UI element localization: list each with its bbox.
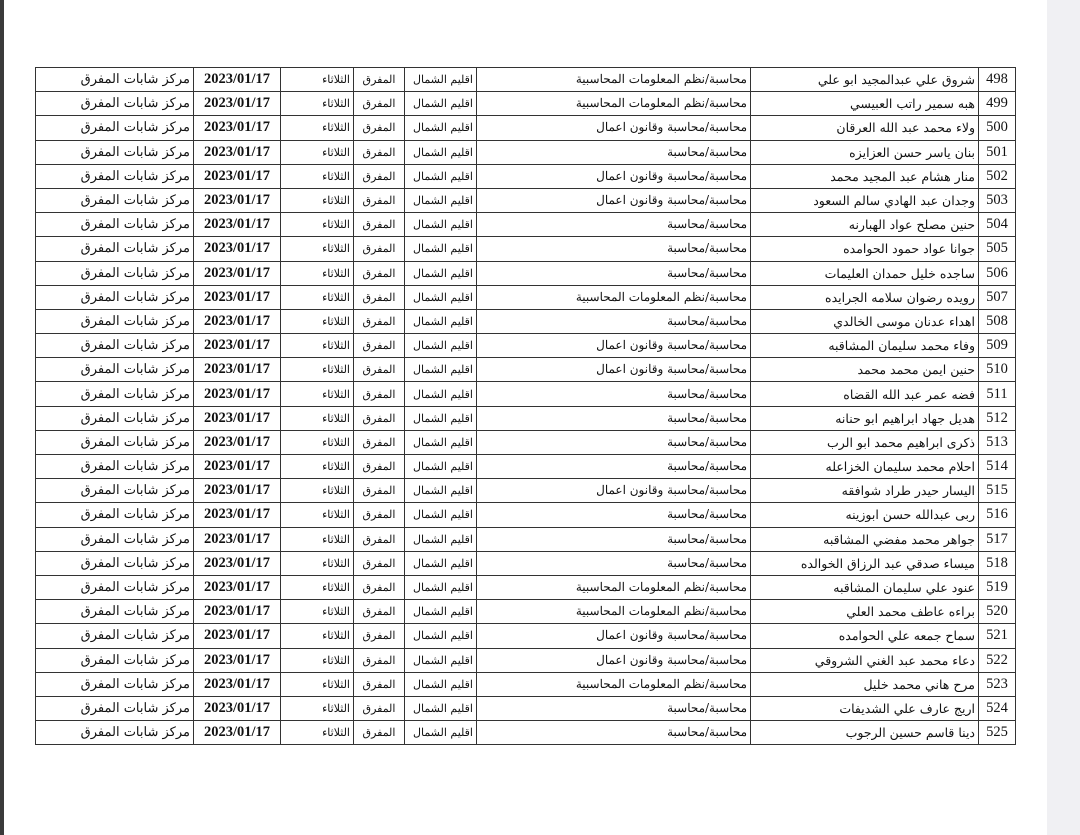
cell-student-name: وجدان عبد الهادي سالم السعود	[751, 188, 979, 212]
cell-region: اقليم الشمال	[405, 285, 477, 309]
cell-date: 2023/01/17	[194, 479, 281, 503]
cell-region: اقليم الشمال	[405, 430, 477, 454]
cell-exam-center: مركز شابات المفرق	[36, 68, 194, 92]
cell-region: اقليم الشمال	[405, 68, 477, 92]
cell-date: 2023/01/17	[194, 237, 281, 261]
cell-major: محاسبة/محاسبة	[477, 527, 751, 551]
cell-row-number: 525	[979, 721, 1016, 745]
cell-major: محاسبة/محاسبة	[477, 696, 751, 720]
cell-date: 2023/01/17	[194, 116, 281, 140]
cell-city: المفرق	[354, 334, 405, 358]
cell-region: اقليم الشمال	[405, 455, 477, 479]
cell-exam-center: مركز شابات المفرق	[36, 648, 194, 672]
table-row	[36, 188, 1016, 212]
cell-region: اقليم الشمال	[405, 406, 477, 430]
cell-exam-center: مركز شابات المفرق	[36, 406, 194, 430]
cell-city: المفرق	[354, 188, 405, 212]
cell-row-number: 511	[979, 382, 1016, 406]
cell-exam-center: مركز شابات المفرق	[36, 92, 194, 116]
cell-day: الثلاثاء	[281, 696, 354, 720]
cell-city: المفرق	[354, 672, 405, 696]
cell-exam-center: مركز شابات المفرق	[36, 261, 194, 285]
cell-exam-center: مركز شابات المفرق	[36, 600, 194, 624]
cell-region: اقليم الشمال	[405, 237, 477, 261]
cell-region: اقليم الشمال	[405, 696, 477, 720]
cell-student-name: احلام محمد سليمان الخزاعله	[751, 455, 979, 479]
cell-day: الثلاثاء	[281, 624, 354, 648]
cell-student-name: رويده رضوان سلامه الجرايده	[751, 285, 979, 309]
cell-day: الثلاثاء	[281, 575, 354, 599]
cell-day: الثلاثاء	[281, 188, 354, 212]
cell-student-name: ساجده خليل حمدان العليمات	[751, 261, 979, 285]
cell-major: محاسبة/نظم المعلومات المحاسبية	[477, 285, 751, 309]
cell-major: محاسبة/محاسبة	[477, 140, 751, 164]
cell-exam-center: مركز شابات المفرق	[36, 624, 194, 648]
cell-day: الثلاثاء	[281, 455, 354, 479]
cell-exam-center: مركز شابات المفرق	[36, 285, 194, 309]
cell-day: الثلاثاء	[281, 140, 354, 164]
cell-major: محاسبة/محاسبة وقانون اعمال	[477, 624, 751, 648]
cell-region: اقليم الشمال	[405, 479, 477, 503]
table-row	[36, 551, 1016, 575]
cell-row-number: 498	[979, 68, 1016, 92]
cell-exam-center: مركز شابات المفرق	[36, 237, 194, 261]
cell-student-name: جوانا عواد حمود الحوامده	[751, 237, 979, 261]
cell-city: المفرق	[354, 696, 405, 720]
cell-region: اقليم الشمال	[405, 575, 477, 599]
cell-date: 2023/01/17	[194, 551, 281, 575]
cell-city: المفرق	[354, 358, 405, 382]
cell-row-number: 522	[979, 648, 1016, 672]
cell-day: الثلاثاء	[281, 92, 354, 116]
cell-student-name: اريج عارف علي الشديفات	[751, 696, 979, 720]
cell-student-name: هبه سمير راتب العبيسي	[751, 92, 979, 116]
document-page	[4, 0, 1047, 835]
cell-city: المفرق	[354, 479, 405, 503]
table-row	[36, 358, 1016, 382]
cell-day: الثلاثاء	[281, 164, 354, 188]
cell-row-number: 500	[979, 116, 1016, 140]
table-row	[36, 334, 1016, 358]
cell-date: 2023/01/17	[194, 503, 281, 527]
cell-student-name: ربى عبدالله حسن ابوزينه	[751, 503, 979, 527]
cell-date: 2023/01/17	[194, 164, 281, 188]
table-row	[36, 430, 1016, 454]
cell-exam-center: مركز شابات المفرق	[36, 140, 194, 164]
cell-date: 2023/01/17	[194, 261, 281, 285]
cell-student-name: منار هشام عبد المجيد محمد	[751, 164, 979, 188]
cell-row-number: 504	[979, 213, 1016, 237]
cell-date: 2023/01/17	[194, 672, 281, 696]
cell-city: المفرق	[354, 455, 405, 479]
cell-student-name: ذكرى ابراهيم محمد ابو الرب	[751, 430, 979, 454]
cell-row-number: 515	[979, 479, 1016, 503]
cell-student-name: فضه عمر عبد الله القضاه	[751, 382, 979, 406]
table-row	[36, 285, 1016, 309]
cell-major: محاسبة/محاسبة	[477, 455, 751, 479]
cell-date: 2023/01/17	[194, 648, 281, 672]
cell-day: الثلاثاء	[281, 721, 354, 745]
cell-day: الثلاثاء	[281, 285, 354, 309]
cell-exam-center: مركز شابات المفرق	[36, 213, 194, 237]
cell-city: المفرق	[354, 285, 405, 309]
cell-region: اقليم الشمال	[405, 382, 477, 406]
cell-date: 2023/01/17	[194, 575, 281, 599]
table-row	[36, 140, 1016, 164]
cell-region: اقليم الشمال	[405, 188, 477, 212]
table-row	[36, 164, 1016, 188]
cell-student-name: عنود علي سليمان المشاقبه	[751, 575, 979, 599]
cell-day: الثلاثاء	[281, 551, 354, 575]
cell-city: المفرق	[354, 261, 405, 285]
cell-city: المفرق	[354, 527, 405, 551]
cell-city: المفرق	[354, 648, 405, 672]
cell-city: المفرق	[354, 213, 405, 237]
cell-city: المفرق	[354, 503, 405, 527]
cell-row-number: 524	[979, 696, 1016, 720]
cell-student-name: ولاء محمد عبد الله العرقان	[751, 116, 979, 140]
cell-day: الثلاثاء	[281, 527, 354, 551]
cell-region: اقليم الشمال	[405, 527, 477, 551]
cell-major: محاسبة/محاسبة وقانون اعمال	[477, 164, 751, 188]
cell-region: اقليم الشمال	[405, 309, 477, 333]
cell-student-name: وفاء محمد سليمان المشاقبه	[751, 334, 979, 358]
cell-day: الثلاثاء	[281, 68, 354, 92]
cell-city: المفرق	[354, 68, 405, 92]
cell-city: المفرق	[354, 382, 405, 406]
cell-exam-center: مركز شابات المفرق	[36, 696, 194, 720]
cell-date: 2023/01/17	[194, 68, 281, 92]
cell-row-number: 510	[979, 358, 1016, 382]
cell-row-number: 517	[979, 527, 1016, 551]
cell-city: المفرق	[354, 624, 405, 648]
cell-row-number: 499	[979, 92, 1016, 116]
cell-student-name: هديل جهاد ابراهيم ابو حنانه	[751, 406, 979, 430]
cell-date: 2023/01/17	[194, 140, 281, 164]
cell-major: محاسبة/محاسبة	[477, 261, 751, 285]
cell-city: المفرق	[354, 92, 405, 116]
exam-roster-table	[35, 67, 1016, 745]
cell-region: اقليم الشمال	[405, 261, 477, 285]
cell-exam-center: مركز شابات المفرق	[36, 164, 194, 188]
cell-date: 2023/01/17	[194, 624, 281, 648]
cell-city: المفرق	[354, 600, 405, 624]
cell-region: اقليم الشمال	[405, 140, 477, 164]
cell-city: المفرق	[354, 140, 405, 164]
cell-major: محاسبة/محاسبة	[477, 503, 751, 527]
cell-row-number: 501	[979, 140, 1016, 164]
cell-day: الثلاثاء	[281, 382, 354, 406]
cell-region: اقليم الشمال	[405, 672, 477, 696]
cell-region: اقليم الشمال	[405, 164, 477, 188]
cell-row-number: 512	[979, 406, 1016, 430]
cell-city: المفرق	[354, 406, 405, 430]
cell-region: اقليم الشمال	[405, 334, 477, 358]
table-row	[36, 261, 1016, 285]
cell-row-number: 503	[979, 188, 1016, 212]
cell-row-number: 516	[979, 503, 1016, 527]
cell-date: 2023/01/17	[194, 382, 281, 406]
table-row	[36, 672, 1016, 696]
cell-row-number: 523	[979, 672, 1016, 696]
cell-major: محاسبة/نظم المعلومات المحاسبية	[477, 68, 751, 92]
cell-row-number: 502	[979, 164, 1016, 188]
cell-city: المفرق	[354, 575, 405, 599]
cell-date: 2023/01/17	[194, 92, 281, 116]
cell-exam-center: مركز شابات المفرق	[36, 358, 194, 382]
cell-exam-center: مركز شابات المفرق	[36, 575, 194, 599]
cell-day: الثلاثاء	[281, 600, 354, 624]
cell-date: 2023/01/17	[194, 696, 281, 720]
cell-day: الثلاثاء	[281, 309, 354, 333]
cell-city: المفرق	[354, 721, 405, 745]
cell-student-name: شروق علي عبدالمجيد ابو علي	[751, 68, 979, 92]
cell-region: اقليم الشمال	[405, 624, 477, 648]
cell-exam-center: مركز شابات المفرق	[36, 503, 194, 527]
cell-city: المفرق	[354, 430, 405, 454]
table-row	[36, 479, 1016, 503]
cell-student-name: دعاء محمد عبد الغني الشروقي	[751, 648, 979, 672]
cell-region: اقليم الشمال	[405, 721, 477, 745]
cell-day: الثلاثاء	[281, 430, 354, 454]
cell-day: الثلاثاء	[281, 237, 354, 261]
cell-city: المفرق	[354, 309, 405, 333]
table-row	[36, 382, 1016, 406]
cell-day: الثلاثاء	[281, 213, 354, 237]
cell-row-number: 506	[979, 261, 1016, 285]
cell-region: اقليم الشمال	[405, 503, 477, 527]
cell-major: محاسبة/نظم المعلومات المحاسبية	[477, 672, 751, 696]
cell-major: محاسبة/محاسبة	[477, 382, 751, 406]
cell-student-name: جواهر محمد مفضي المشاقبه	[751, 527, 979, 551]
cell-exam-center: مركز شابات المفرق	[36, 334, 194, 358]
table-row	[36, 575, 1016, 599]
cell-date: 2023/01/17	[194, 527, 281, 551]
cell-row-number: 507	[979, 285, 1016, 309]
cell-date: 2023/01/17	[194, 600, 281, 624]
cell-exam-center: مركز شابات المفرق	[36, 382, 194, 406]
cell-city: المفرق	[354, 551, 405, 575]
cell-day: الثلاثاء	[281, 358, 354, 382]
table-row	[36, 309, 1016, 333]
cell-row-number: 514	[979, 455, 1016, 479]
cell-exam-center: مركز شابات المفرق	[36, 430, 194, 454]
cell-student-name: حنين ايمن محمد محمد	[751, 358, 979, 382]
cell-date: 2023/01/17	[194, 721, 281, 745]
cell-student-name: سماح جمعه علي الحوامده	[751, 624, 979, 648]
cell-major: محاسبة/محاسبة وقانون اعمال	[477, 334, 751, 358]
roster-body	[36, 68, 1016, 745]
cell-row-number: 519	[979, 575, 1016, 599]
cell-city: المفرق	[354, 237, 405, 261]
cell-student-name: دينا قاسم حسين الرجوب	[751, 721, 979, 745]
cell-exam-center: مركز شابات المفرق	[36, 527, 194, 551]
cell-row-number: 509	[979, 334, 1016, 358]
cell-region: اقليم الشمال	[405, 92, 477, 116]
cell-major: محاسبة/محاسبة وقانون اعمال	[477, 188, 751, 212]
cell-major: محاسبة/نظم المعلومات المحاسبية	[477, 575, 751, 599]
cell-row-number: 521	[979, 624, 1016, 648]
cell-date: 2023/01/17	[194, 334, 281, 358]
cell-region: اقليم الشمال	[405, 358, 477, 382]
viewer-side-panel	[1047, 0, 1080, 835]
cell-day: الثلاثاء	[281, 261, 354, 285]
table-row	[36, 600, 1016, 624]
cell-region: اقليم الشمال	[405, 600, 477, 624]
cell-student-name: بنان ياسر حسن العزايزه	[751, 140, 979, 164]
cell-date: 2023/01/17	[194, 455, 281, 479]
cell-row-number: 513	[979, 430, 1016, 454]
table-row	[36, 721, 1016, 745]
table-row	[36, 406, 1016, 430]
cell-row-number: 520	[979, 600, 1016, 624]
cell-major: محاسبة/نظم المعلومات المحاسبية	[477, 92, 751, 116]
cell-major: محاسبة/محاسبة	[477, 237, 751, 261]
cell-day: الثلاثاء	[281, 672, 354, 696]
table-row	[36, 213, 1016, 237]
cell-major: محاسبة/محاسبة وقانون اعمال	[477, 479, 751, 503]
table-row	[36, 237, 1016, 261]
cell-exam-center: مركز شابات المفرق	[36, 309, 194, 333]
cell-date: 2023/01/17	[194, 285, 281, 309]
table-row	[36, 503, 1016, 527]
cell-day: الثلاثاء	[281, 334, 354, 358]
cell-exam-center: مركز شابات المفرق	[36, 188, 194, 212]
cell-exam-center: مركز شابات المفرق	[36, 455, 194, 479]
cell-date: 2023/01/17	[194, 188, 281, 212]
cell-day: الثلاثاء	[281, 479, 354, 503]
cell-region: اقليم الشمال	[405, 551, 477, 575]
cell-major: محاسبة/محاسبة	[477, 430, 751, 454]
cell-major: محاسبة/محاسبة وقانون اعمال	[477, 358, 751, 382]
cell-student-name: ميساء صدقي عبد الرزاق الخوالده	[751, 551, 979, 575]
cell-row-number: 518	[979, 551, 1016, 575]
cell-major: محاسبة/محاسبة	[477, 213, 751, 237]
cell-major: محاسبة/نظم المعلومات المحاسبية	[477, 600, 751, 624]
cell-exam-center: مركز شابات المفرق	[36, 672, 194, 696]
cell-day: الثلاثاء	[281, 406, 354, 430]
table-row	[36, 648, 1016, 672]
cell-student-name: براءه عاطف محمد العلي	[751, 600, 979, 624]
cell-row-number: 508	[979, 309, 1016, 333]
table-row	[36, 68, 1016, 92]
cell-date: 2023/01/17	[194, 309, 281, 333]
table-row	[36, 527, 1016, 551]
cell-day: الثلاثاء	[281, 116, 354, 140]
cell-city: المفرق	[354, 164, 405, 188]
cell-region: اقليم الشمال	[405, 116, 477, 140]
cell-day: الثلاثاء	[281, 503, 354, 527]
table-row	[36, 696, 1016, 720]
cell-major: محاسبة/محاسبة وقانون اعمال	[477, 648, 751, 672]
cell-date: 2023/01/17	[194, 406, 281, 430]
cell-major: محاسبة/محاسبة	[477, 721, 751, 745]
cell-day: الثلاثاء	[281, 648, 354, 672]
cell-major: محاسبة/محاسبة	[477, 406, 751, 430]
cell-major: محاسبة/محاسبة	[477, 309, 751, 333]
cell-region: اقليم الشمال	[405, 213, 477, 237]
table-row	[36, 455, 1016, 479]
cell-exam-center: مركز شابات المفرق	[36, 116, 194, 140]
cell-date: 2023/01/17	[194, 430, 281, 454]
cell-row-number: 505	[979, 237, 1016, 261]
cell-date: 2023/01/17	[194, 213, 281, 237]
cell-exam-center: مركز شابات المفرق	[36, 721, 194, 745]
cell-city: المفرق	[354, 116, 405, 140]
cell-major: محاسبة/محاسبة	[477, 551, 751, 575]
table-row	[36, 624, 1016, 648]
cell-region: اقليم الشمال	[405, 648, 477, 672]
cell-student-name: حنين مصلح عواد الهبارنه	[751, 213, 979, 237]
table-row	[36, 92, 1016, 116]
cell-student-name: اهداء عدنان موسى الخالدي	[751, 309, 979, 333]
cell-student-name: مرح هاني محمد خليل	[751, 672, 979, 696]
table-row	[36, 116, 1016, 140]
cell-exam-center: مركز شابات المفرق	[36, 479, 194, 503]
cell-student-name: اليسار حيدر طراد شوافقه	[751, 479, 979, 503]
cell-date: 2023/01/17	[194, 358, 281, 382]
cell-exam-center: مركز شابات المفرق	[36, 551, 194, 575]
cell-major: محاسبة/محاسبة وقانون اعمال	[477, 116, 751, 140]
